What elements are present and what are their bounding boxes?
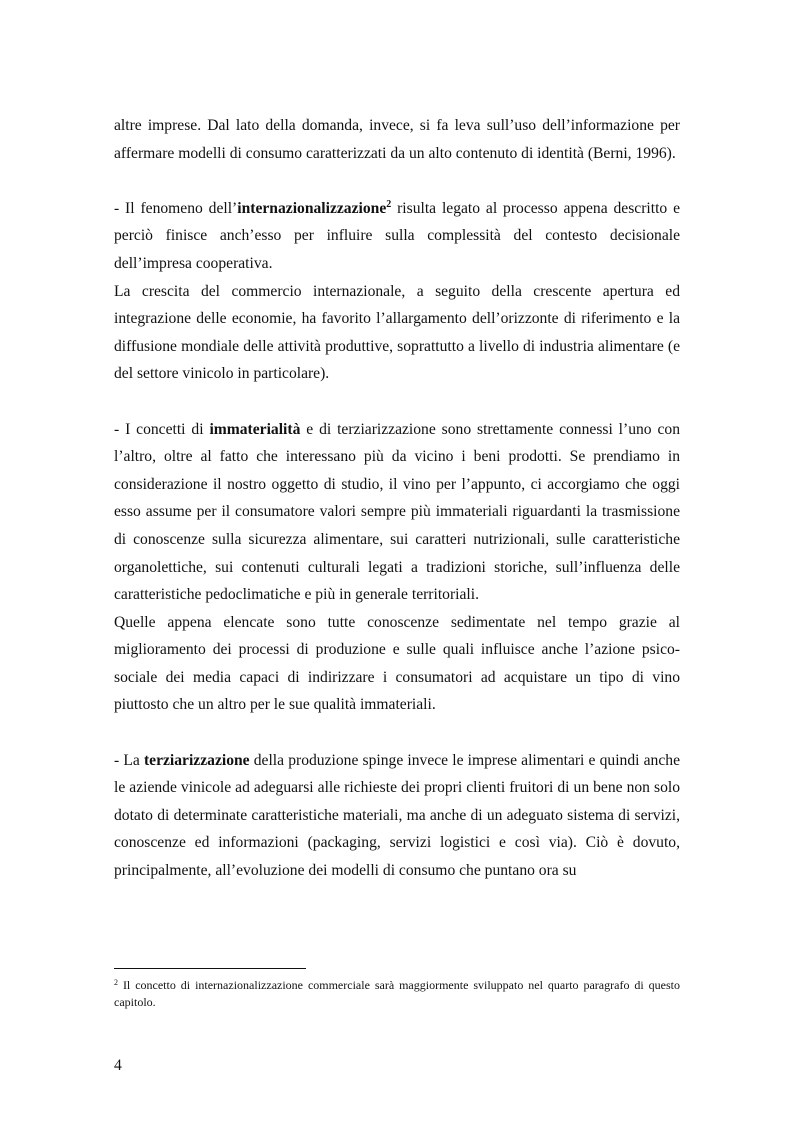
term-terziarizzazione: terziarizzazione — [143, 751, 250, 769]
page-number: 4 — [114, 1057, 122, 1074]
body-text — [114, 112, 680, 885]
term-internazionalizzazione: internazionalizzazione — [237, 199, 387, 217]
term-immaterialita: immaterialità — [209, 420, 301, 438]
paragraph-terziarizzazione: - La terziarizzazione della produzione spinge invece le imprese alimentari e quindi anche le aziende vinicole ad adeguarsi alle richieste dei propri clienti fruitori di un bene non solo dotato di determinate caratteristiche materiali, ma anche di un adeguato sistema di servizi, conoscenze ed informazioni (packaging, servizi logistici e così via). Ciò è dovuto, principalmente, all’evoluzione dei modelli di consumo che puntano ora su — [114, 751, 680, 880]
paragraph-1: altre imprese. Dal lato della domanda, invece, si fa leva sull’uso dell’informazione per affermare modelli di consumo caratterizzati da un alto contenuto di identità (Berni, 1996). — [114, 117, 680, 162]
footnote-reference[interactable]: 2 — [386, 198, 392, 210]
footnote-mark: 2 — [114, 978, 118, 987]
footnote-separator — [114, 968, 306, 969]
footnote-text: Il concetto di internazionalizzazione commerciale sarà maggiormente sviluppato nel quarto paragrafo di questo capitolo. — [114, 978, 680, 1009]
paragraph-conoscenze: Quelle appena elencate sono tutte conoscenze sedimentate nel tempo grazie al miglioramento dei processi di produzione e sulle quali influisce anche l’azione psico-sociale dei media capaci di indirizzare i consumatori ad acquistare un tipo di vino piuttosto che un altro per le sue qualità immateriali. — [114, 613, 680, 714]
footnote — [114, 977, 680, 1010]
paragraph-immaterialita: - I concetti di immaterialità e di terziarizzazione sono strettamente connessi l’uno con l’altro, oltre al fatto che interessano più da vicino i beni prodotti. Se prendiamo in considerazione il nostro oggetto di studio, il vino per l’appunto, ci accorgiamo che oggi esso assume per il consumatore valori sempre più immateriali riguardanti la trasmissione di conoscenze sulla sicurezza alimentare, sui caratteri nutrizionali, sulle caratteristiche organolettiche, sui contenuti culturali legati a tradizioni storiche, sull’influenza delle caratteristiche pedoclimatiche e più in generale territoriali. — [114, 420, 681, 604]
paragraph-commercio-internazionale: La crescita del commercio internazionale, a seguito della crescente apertura ed integrazione delle economie, ha favorito l’allargamento dell’orizzonte di riferimento e la diffusione mondiale delle attività produttive, soprattutto a livello di industria alimentare (e del settore vinicolo in particolare). — [114, 282, 680, 383]
paragraph-internazionalizzazione: - Il fenomeno dell’internazionalizzazione$^2$ risulta legato al processo appena descritto e perciò finisce anch’esso per influire sulla complessità del contesto decisionale dell’impresa cooperativa. — [114, 198, 680, 272]
